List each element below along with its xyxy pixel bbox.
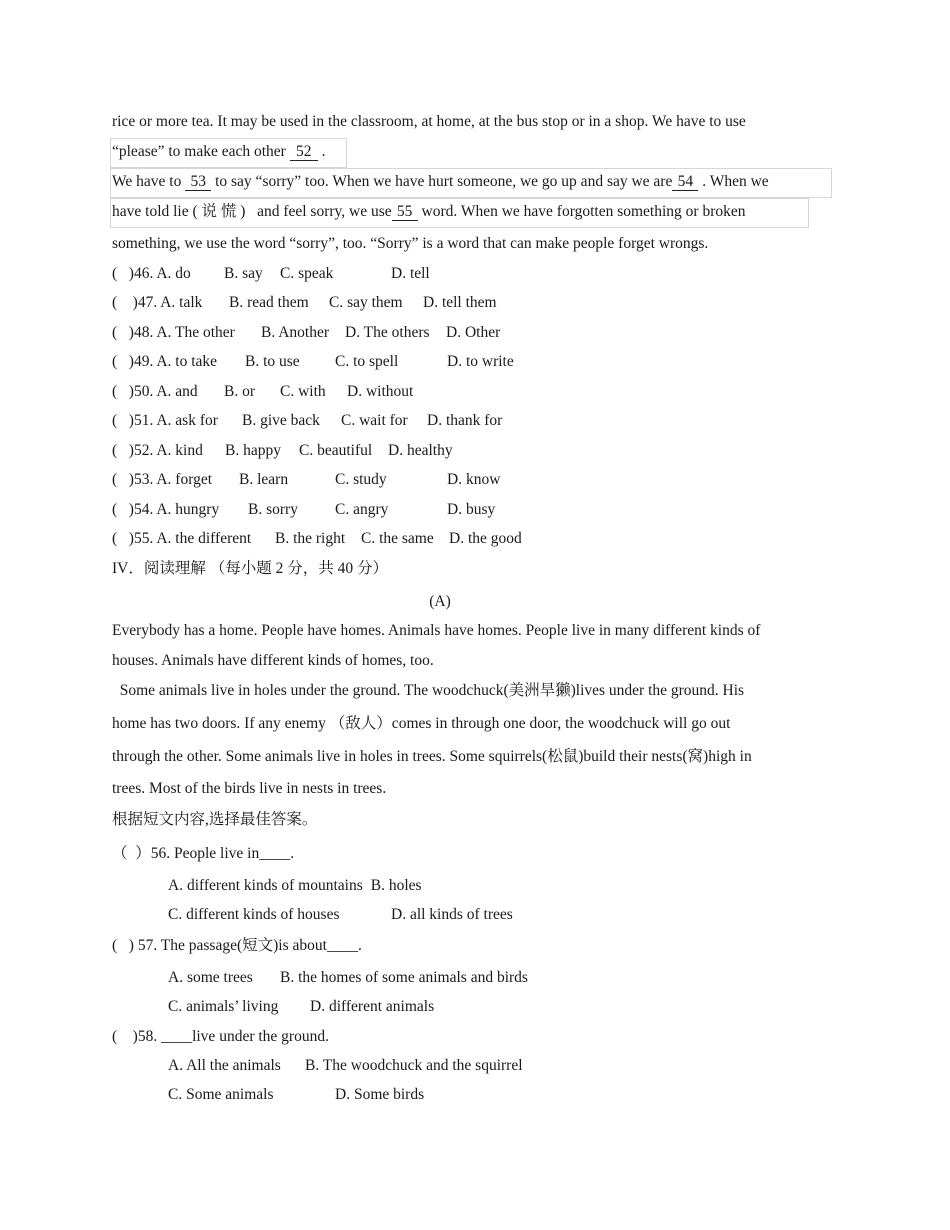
option-c: C. to spell [335,353,399,370]
option-d: D. tell them [423,294,497,311]
option-b: B. give back [242,412,320,429]
option-d: D. all kinds of trees [391,906,513,923]
option-c: C. speak [280,265,334,282]
cloze-line-5: something, we use the word “sorry”, too. “Sorry” is a word that can make people forget wrongs. [112,235,709,252]
option-b: B. or [224,383,255,400]
blank-54: 54 [672,173,698,191]
cloze-text: “please” to make each other [112,143,290,160]
option-d: D. busy [447,501,496,518]
question-number: ( )53. [112,471,154,488]
option-c: C. with [280,383,326,400]
passage-label: (A) [429,593,451,610]
question-58-options-row-1 [168,1056,523,1076]
option-number-and-a [112,352,217,372]
cloze-text: We have to [112,173,186,190]
option-d: D. thank for [427,412,503,429]
blank-53: 53 [185,173,211,191]
option-c: D. The others [345,324,430,341]
question-number: ( )52. [112,442,154,459]
question-56-options-row-2 [168,905,513,925]
option-b: B. the right [275,530,346,547]
option-b: B. read them [229,294,309,311]
question-57-options-row-1 [168,968,528,988]
question-number: ( )49. [112,353,154,370]
option-d: D. Some birds [335,1086,425,1103]
passage-line-3: Some animals live in holes under the ground. The woodchuck(美洲旱獭)lives under the ground. His [112,682,745,699]
option-number-and-a [112,264,191,284]
option-a: A. do [156,265,191,282]
cloze-text: word. When we have forgotten something or broken [417,203,746,220]
cloze-line-4 [112,202,746,222]
passage-line-2: houses. Animals have different kinds of homes, too. [112,652,434,669]
passage-line-4: home has two doors. If any enemy （敌人）comes in through one door, the woodchuck will go out [112,715,731,732]
option-b: B. The woodchuck and the squirrel [305,1057,523,1074]
cloze-line-1: rice or more tea. It may be used in the classroom, at home, at the bus stop or in a shop. We have to use [112,113,746,130]
instruction: 根据短文内容,选择最佳答案。 [112,811,318,828]
passage-line-1: Everybody has a home. People have homes. Animals have homes. People live in many different kinds of [112,622,761,639]
option-d: D. know [447,471,501,488]
question-number: ( )50. [112,383,154,400]
option-a: A. to take [156,353,218,370]
option-a: A. different kinds of mountains [168,877,363,894]
option-b: B. holes [370,877,422,894]
blank-55: 55 [392,203,418,221]
cloze-line-2 [112,142,325,162]
question-number: ( )54. [112,501,154,518]
option-c: C. beautiful [299,442,373,459]
option-a: A. hungry [156,501,220,518]
option-a: A. kind [156,442,203,459]
option-number-and-a [112,411,218,431]
option-number-and-a [112,382,198,402]
question-56: （ ）56. People live in____. [112,845,295,862]
option-c: C. say them [329,294,403,311]
question-number: ( )47. [112,294,158,311]
option-a: A. ask for [156,412,218,429]
option-d: D. tell [391,265,430,282]
question-number: ( )55. [112,530,154,547]
option-d: D. Other [446,324,501,341]
option-d: D. to write [447,353,514,370]
option-a: A. All the animals [168,1057,281,1074]
question-number: ( )48. [112,324,154,341]
option-b: B. Another [261,324,330,341]
option-c: C. animals’ living [168,998,279,1015]
option-number-and-a [112,293,202,313]
option-b: B. the homes of some animals and birds [280,969,528,986]
cloze-line-3 [112,172,769,192]
option-number-and-a [112,441,203,461]
option-b: B. to use [245,353,300,370]
question-57-options-row-2 [168,997,434,1017]
option-c: C. the same [361,530,434,547]
option-d: D. different animals [310,998,435,1015]
cloze-text: . When we [698,173,769,190]
cloze-text: . [317,143,326,160]
section-heading: IV．阅读理解 （每小题 2 分，共 40 分） [112,560,388,577]
option-b: B. say [224,265,263,282]
passage-line-6: trees. Most of the birds live in nests in trees. [112,780,387,797]
option-c: C. study [335,471,387,488]
blank-52: 52 [290,143,318,161]
cloze-text: have told lie ( 说 慌 ) and feel sorry, we use [112,203,392,220]
option-c: C. wait for [341,412,408,429]
option-b: B. happy [225,442,281,459]
option-number-and-a [112,470,212,490]
question-57: ( ) 57. The passage(短文)is about____. [112,937,362,954]
option-a: A. talk [160,294,203,311]
question-58-options-row-2 [168,1085,424,1105]
option-number-and-a [112,323,235,343]
option-b: B. sorry [248,501,298,518]
option-a: A. The other [156,324,235,341]
option-a: A. and [156,383,198,400]
option-a: A. forget [156,471,213,488]
question-number: ( )46. [112,265,154,282]
option-d: D. healthy [388,442,453,459]
option-c: C. Some animals [168,1086,274,1103]
question-number: ( )51. [112,412,154,429]
option-a: A. the different [156,530,252,547]
option-c: C. different kinds of houses [168,906,340,923]
option-d: D. the good [449,530,522,547]
option-c: C. angry [335,501,389,518]
passage-line-5: through the other. Some animals live in holes in trees. Some squirrels(松鼠)build their nests(窝)high in [112,748,752,765]
option-d: D. without [347,383,414,400]
option-number-and-a [112,500,219,520]
option-a: A. some trees [168,969,253,986]
question-56-options-row-1 [168,876,422,896]
option-b: B. learn [239,471,289,488]
cloze-text: to say “sorry” too. When we have hurt someone, we go up and say we are [211,173,673,190]
question-58: ( )58. ____live under the ground. [112,1028,329,1045]
option-number-and-a [112,529,251,549]
